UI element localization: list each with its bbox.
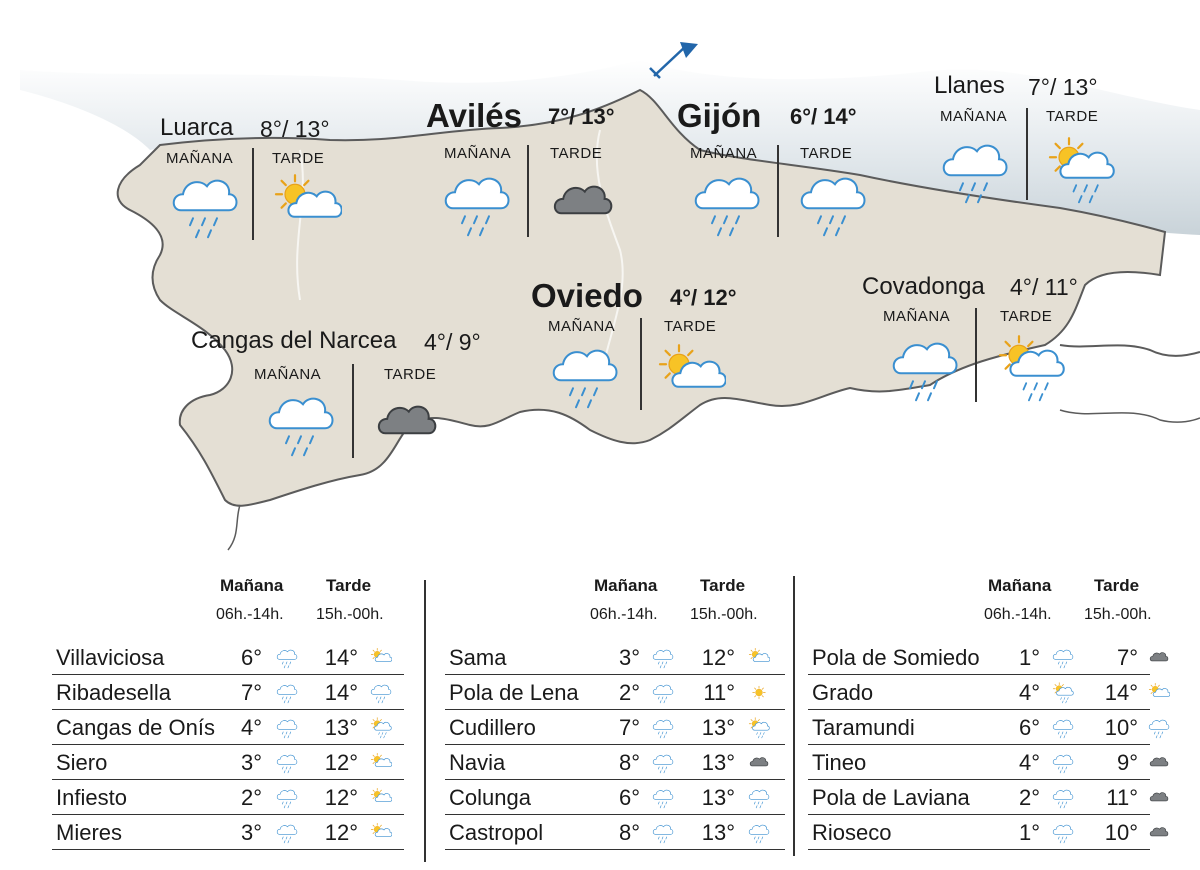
afternoon-hours: 15h.-00h.: [316, 606, 384, 623]
morning-temp: 2°: [240, 785, 262, 810]
morning-hours: 06h.-14h.: [984, 606, 1052, 623]
location-name: Taramundi: [812, 715, 915, 740]
table-row: [52, 640, 404, 675]
sun-cloud-icon: [1148, 682, 1170, 709]
rain-icon: [652, 787, 674, 814]
city-temps: 4°/ 12°: [670, 285, 737, 310]
city-name: Gijón: [677, 97, 762, 134]
column-divider: [424, 580, 426, 862]
rain-icon: [748, 787, 770, 814]
sun-rain-icon: [370, 717, 392, 744]
city-name: Covadonga: [862, 273, 985, 300]
table-row: [808, 640, 1150, 675]
morning-temp: 6°: [618, 785, 640, 810]
rain-icon: [1052, 787, 1074, 814]
location-name: Pola de Lena: [449, 680, 579, 705]
morning-temp: 3°: [240, 820, 262, 845]
location-name: Infiesto: [56, 785, 127, 810]
afternoon-temp: 10°: [1104, 820, 1138, 845]
location-name: Pola de Somiedo: [812, 645, 980, 670]
table-row: [808, 675, 1150, 710]
afternoon-temp: 12°: [324, 750, 358, 775]
dark-cloud-icon: [548, 168, 618, 245]
rain-icon: [652, 822, 674, 849]
rain-icon: [652, 752, 674, 779]
afternoon-temp: 12°: [701, 645, 735, 670]
morning-label: MAÑANA: [940, 108, 1008, 125]
rain-icon: [276, 682, 298, 709]
afternoon-temp: 9°: [1116, 750, 1138, 775]
morning-label: MAÑANA: [444, 145, 512, 162]
sun-cloud-icon: [748, 647, 770, 674]
table-row: [808, 710, 1150, 745]
rain-icon: [276, 787, 298, 814]
afternoon-header: Tarde: [1094, 576, 1140, 595]
dark-cloud-icon: [1148, 822, 1170, 849]
city-temps: 4°/ 11°: [1010, 274, 1078, 300]
sun-rain-icon: [1052, 682, 1074, 709]
morning-temp: 2°: [618, 680, 640, 705]
afternoon-temp: 14°: [1104, 680, 1138, 705]
afternoon-temp: 12°: [324, 820, 358, 845]
table-row: [52, 710, 404, 745]
dark-cloud-icon: [1148, 647, 1170, 674]
city-temps: 4°/ 9°: [424, 329, 481, 355]
morning-temp: 4°: [240, 715, 262, 740]
city-name: Luarca: [160, 114, 234, 141]
table-row: [52, 745, 404, 780]
rain-icon: [1052, 647, 1074, 674]
rain-icon: [170, 170, 240, 247]
afternoon-header: Tarde: [700, 576, 746, 595]
table-row: [52, 780, 404, 815]
afternoon-temp: 13°: [701, 785, 735, 810]
location-name: Villaviciosa: [56, 645, 165, 670]
location-name: Rioseco: [812, 820, 892, 845]
city-temps: 7°/ 13°: [1028, 74, 1098, 100]
rain-icon: [1052, 752, 1074, 779]
table-row: [445, 745, 785, 780]
city-temps: 6°/ 14°: [790, 104, 857, 129]
rain-icon: [652, 717, 674, 744]
afternoon-hours: 15h.-00h.: [690, 606, 758, 623]
rain-icon: [442, 168, 512, 245]
period-divider: [1026, 108, 1028, 200]
morning-temp: 6°: [240, 645, 262, 670]
table-row: [808, 780, 1150, 815]
rain-icon: [798, 168, 868, 245]
morning-temp: 1°: [1018, 645, 1040, 670]
table-row: [808, 815, 1150, 850]
rain-icon: [266, 388, 336, 465]
table-row: [445, 710, 785, 745]
afternoon-hours: 15h.-00h.: [1084, 606, 1152, 623]
afternoon-temp: 11°: [703, 680, 735, 705]
rain-icon: [276, 647, 298, 674]
sun-rain-icon: [996, 333, 1066, 410]
morning-label: MAÑANA: [548, 318, 616, 335]
morning-hours: 06h.-14h.: [590, 606, 658, 623]
morning-temp: 1°: [1018, 820, 1040, 845]
location-name: Cangas de Onís: [56, 715, 215, 740]
dark-cloud-icon: [1148, 752, 1170, 779]
location-name: Castropol: [449, 820, 544, 845]
morning-temp: 7°: [618, 715, 640, 740]
afternoon-temp: 12°: [324, 785, 358, 810]
morning-temp: 6°: [1018, 715, 1040, 740]
sun-rain-icon: [748, 717, 770, 744]
rain-icon: [276, 717, 298, 744]
sun-cloud-icon: [370, 647, 392, 674]
morning-temp: 8°: [618, 820, 640, 845]
border-east: [1060, 345, 1200, 356]
afternoon-temp: 11°: [1106, 785, 1138, 810]
morning-temp: 7°: [240, 680, 262, 705]
afternoon-temp: 7°: [1116, 645, 1138, 670]
morning-label: MAÑANA: [883, 308, 951, 325]
afternoon-temp: 14°: [324, 645, 358, 670]
morning-temp: 3°: [618, 645, 640, 670]
morning-label: MAÑANA: [254, 366, 322, 383]
table-row: [445, 815, 785, 850]
sun-cloud-icon: [272, 170, 342, 247]
rain-icon: [1148, 717, 1170, 744]
morning-label: MAÑANA: [166, 150, 234, 167]
sun-cloud-icon: [370, 752, 392, 779]
morning-temp: 2°: [1018, 785, 1040, 810]
rain-icon: [276, 822, 298, 849]
border-east-2: [1060, 410, 1200, 422]
sun-cloud-icon: [370, 822, 392, 849]
afternoon-label: TARDE: [800, 145, 853, 162]
table-row: [52, 815, 404, 850]
period-divider: [252, 148, 254, 240]
afternoon-header: Tarde: [326, 576, 372, 595]
rain-icon: [550, 340, 620, 417]
city-temps: 8°/ 13°: [260, 116, 330, 142]
column-divider: [793, 576, 795, 856]
table-row: [445, 675, 785, 710]
rain-icon: [940, 135, 1010, 212]
location-name: Grado: [812, 680, 874, 705]
location-name: Navia: [449, 750, 506, 775]
location-name: Colunga: [449, 785, 531, 810]
morning-temp: 4°: [1018, 750, 1040, 775]
location-name: Tineo: [812, 750, 867, 775]
period-divider: [640, 318, 642, 410]
rain-icon: [652, 682, 674, 709]
border-south-west: [228, 505, 240, 550]
city-temps: 7°/ 13°: [548, 104, 615, 129]
morning-header: Mañana: [220, 576, 284, 595]
morning-header: Mañana: [594, 576, 658, 595]
rain-icon: [370, 682, 392, 709]
dark-cloud-icon: [372, 388, 442, 465]
period-divider: [527, 145, 529, 237]
afternoon-label: TARDE: [384, 366, 437, 383]
morning-temp: 8°: [618, 750, 640, 775]
sun-cloud-icon: [656, 340, 726, 417]
rain-icon: [890, 333, 960, 410]
morning-hours: 06h.-14h.: [216, 606, 284, 623]
rain-icon: [692, 168, 762, 245]
afternoon-temp: 13°: [701, 820, 735, 845]
city-name: Llanes: [934, 72, 1005, 99]
afternoon-temp: 14°: [324, 680, 358, 705]
city-name: Oviedo: [531, 277, 643, 314]
sun-rain-icon: [1046, 135, 1116, 212]
afternoon-label: TARDE: [1000, 308, 1053, 325]
afternoon-label: TARDE: [1046, 108, 1099, 125]
location-name: Pola de Laviana: [812, 785, 970, 810]
rain-icon: [652, 647, 674, 674]
sun-cloud-icon: [370, 787, 392, 814]
morning-temp: 4°: [1018, 680, 1040, 705]
period-divider: [777, 145, 779, 237]
table-row: [52, 675, 404, 710]
morning-header: Mañana: [988, 576, 1052, 595]
afternoon-temp: 13°: [701, 715, 735, 740]
sun-icon: [748, 682, 770, 709]
afternoon-temp: 13°: [324, 715, 358, 740]
location-name: Cudillero: [449, 715, 536, 740]
afternoon-label: TARDE: [550, 145, 603, 162]
afternoon-temp: 10°: [1104, 715, 1138, 740]
afternoon-temp: 13°: [701, 750, 735, 775]
period-divider: [352, 364, 354, 458]
table-row: [808, 745, 1150, 780]
rain-icon: [748, 822, 770, 849]
location-name: Sama: [449, 645, 507, 670]
city-name: Cangas del Narcea: [191, 327, 397, 354]
dark-cloud-icon: [748, 752, 770, 779]
morning-label: MAÑANA: [690, 145, 758, 162]
morning-temp: 3°: [240, 750, 262, 775]
rain-icon: [276, 752, 298, 779]
afternoon-label: TARDE: [664, 318, 717, 335]
rain-icon: [1052, 822, 1074, 849]
table-row: [445, 780, 785, 815]
city-name: Avilés: [426, 97, 523, 134]
location-name: Ribadesella: [56, 680, 171, 705]
rain-icon: [1052, 717, 1074, 744]
location-name: Siero: [56, 750, 108, 775]
dark-cloud-icon: [1148, 787, 1170, 814]
period-divider: [975, 308, 977, 402]
afternoon-label: TARDE: [272, 150, 325, 167]
location-name: Mieres: [56, 820, 123, 845]
table-row: [445, 640, 785, 675]
